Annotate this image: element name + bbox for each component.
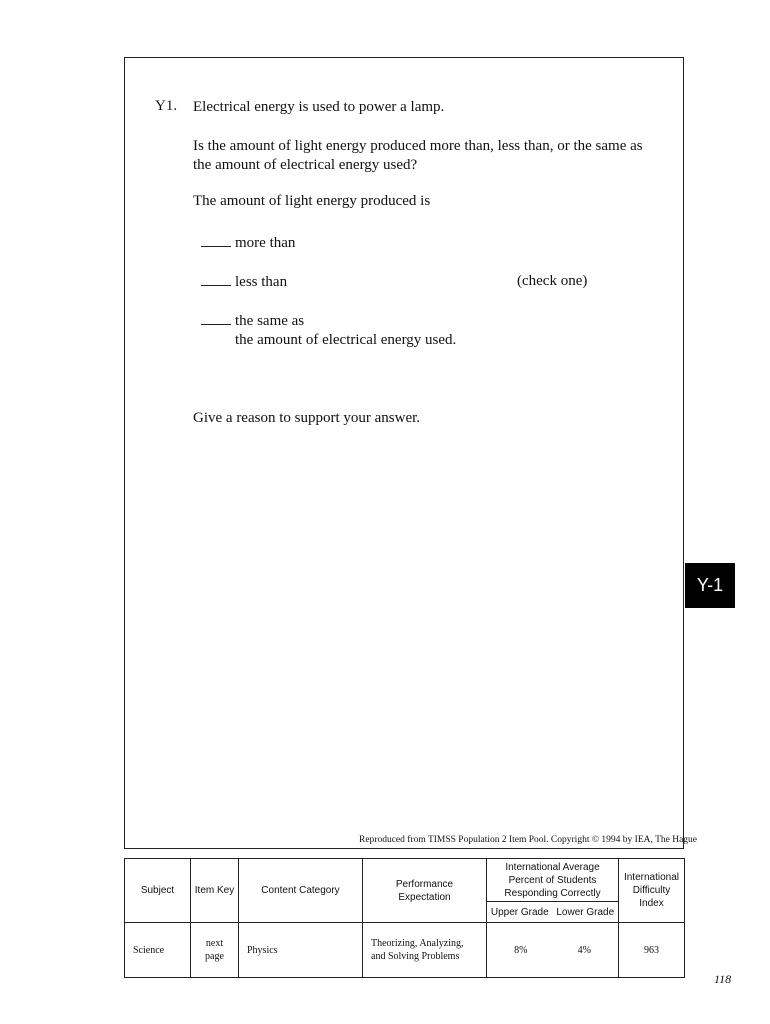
- cell-performance-line2: and Solving Problems: [371, 951, 460, 962]
- cell-upper-grade: 8%: [514, 944, 528, 956]
- cell-percent: [487, 923, 619, 978]
- header-difficulty-line1: International: [623, 872, 680, 883]
- section-tab: Y-1: [685, 563, 735, 608]
- answer-blank[interactable]: [201, 312, 231, 325]
- check-one-note: (check one): [517, 273, 588, 289]
- question-number: Y1.: [155, 98, 178, 114]
- option-less-than[interactable]: [201, 273, 287, 292]
- question-prompt-line2: the amount of electrical energy used?: [193, 157, 418, 173]
- cell-lower-grade: 4%: [577, 944, 591, 956]
- cell-item-key: [191, 923, 239, 978]
- option-continuation: the amount of electrical energy used.: [235, 332, 457, 348]
- question-prompt-line1: Is the amount of light energy produced more than, less than, or the same as: [193, 138, 643, 154]
- reason-prompt: Give a reason to support your answer.: [193, 410, 421, 426]
- header-avg-line2: Percent of Students: [508, 874, 597, 886]
- header-international-average: [487, 859, 619, 923]
- table-header-row: [125, 859, 685, 923]
- option-more-than[interactable]: [201, 234, 295, 253]
- page-number: 118: [714, 972, 732, 986]
- header-avg-line1: International Average: [505, 861, 600, 873]
- cell-performance-line1: Theorizing, Analyzing,: [371, 938, 464, 949]
- header-item-key: Item Key: [191, 859, 239, 923]
- option-label: the same as: [235, 313, 305, 329]
- header-subject: Subject: [125, 859, 191, 923]
- question-stem: Electrical energy is used to power a lamp.: [193, 99, 445, 115]
- header-performance-line1: Performance: [395, 878, 454, 890]
- header-performance-line2: Expectation: [398, 891, 451, 903]
- header-avg-line3: Responding Correctly: [504, 887, 601, 899]
- cell-item-key-line1: next: [205, 938, 224, 949]
- header-lower-grade: Lower Grade: [556, 906, 615, 918]
- header-upper-grade: Upper Grade: [490, 906, 549, 918]
- header-difficulty-line3: Index: [639, 898, 664, 909]
- header-difficulty-line2: Difficulty: [632, 885, 671, 896]
- cell-item-key-line2: page: [205, 951, 224, 962]
- option-label: more than: [235, 235, 296, 251]
- header-content-category: Content Category: [239, 859, 363, 923]
- header-difficulty: [619, 859, 685, 923]
- header-performance: [363, 859, 487, 923]
- cell-difficulty: 963: [619, 923, 685, 978]
- table-row: [125, 923, 685, 978]
- cell-performance: [363, 923, 487, 978]
- item-info-table: [124, 858, 685, 978]
- option-same-as[interactable]: [201, 312, 304, 331]
- answer-blank[interactable]: [201, 234, 231, 247]
- cell-subject: Science: [125, 923, 191, 978]
- answer-lead: The amount of light energy produced is: [193, 193, 431, 209]
- cell-content-category: Physics: [239, 923, 363, 978]
- item-frame: [124, 57, 684, 849]
- copyright-notice: Reproduced from TIMSS Population 2 Item Pool. Copyright © 1994 by IEA, The Hague: [359, 835, 698, 845]
- option-label: less than: [235, 274, 288, 290]
- answer-blank[interactable]: [201, 273, 231, 286]
